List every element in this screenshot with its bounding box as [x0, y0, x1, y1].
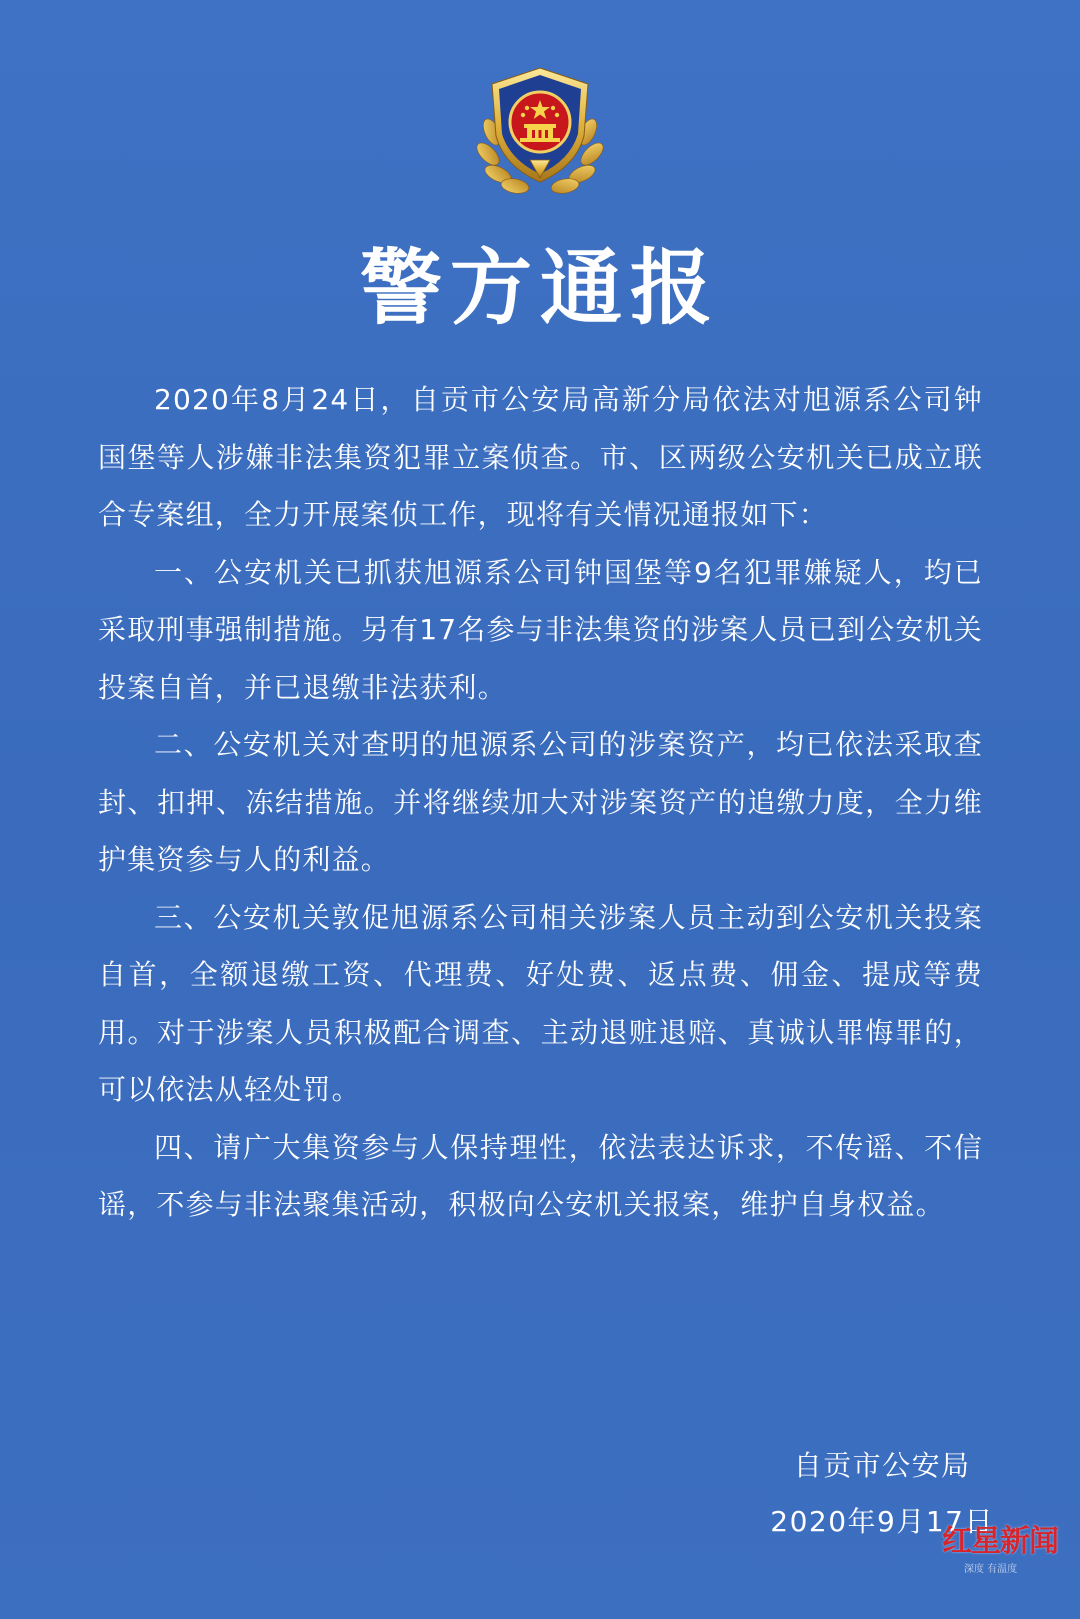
paragraph-item-2: 二、公安机关对查明的旭源系公司的涉案资产，均已依法采取查封、扣押、冻结措施。并将继续加大对涉案资产的追缴力度，全力维护集资参与人的利益。 [98, 728, 983, 876]
paragraph-item-1: 一、公安机关已抓获旭源系公司钟国堡等9名犯罪嫌疑人，均已采取刑事强制措施。另有17名参与非法集资的涉案人员已到公安机关投案自首，并已退缴非法获利。 [98, 555, 983, 704]
issue-date: 2020年9月17日 [770, 1505, 994, 1538]
watermark-tagline: 深度 有温度 [964, 1564, 1018, 1575]
paragraph-item-4: 四、请广大集资参与人保持理性，依法表达诉求，不传谣、不信谣，不参与非法聚集活动，积极向公安机关报案，维护自身权益。 [98, 1130, 983, 1221]
paragraph-intro: 2020年8月24日，自贡市公安局高新分局依法对旭源系公司钟国堡等人涉嫌非法集资犯罪立案侦查。市、区两级公安机关已成立联合专案组，全力开展案侦工作，现将有关情况通报如下： [98, 383, 983, 531]
watermark-brand: 红星新闻 [942, 1524, 1058, 1559]
watermark-logo [942, 1520, 1070, 1610]
paragraph-item-3: 三、公安机关敦促旭源系公司相关涉案人员主动到公安机关投案自首，全额退缴工资、代理费、好处费、返点费、佣金、提成等费用。对于涉案人员积极配合调查、主动退赃退赔、真诚认罪悔罪的，可以依法从轻处罚。 [98, 900, 983, 1106]
police-badge-icon [470, 62, 610, 202]
notice-body [98, 371, 983, 1234]
page-title: 警方通报 [359, 240, 720, 336]
issuer-name: 自贡市公安局 [793, 1449, 971, 1482]
